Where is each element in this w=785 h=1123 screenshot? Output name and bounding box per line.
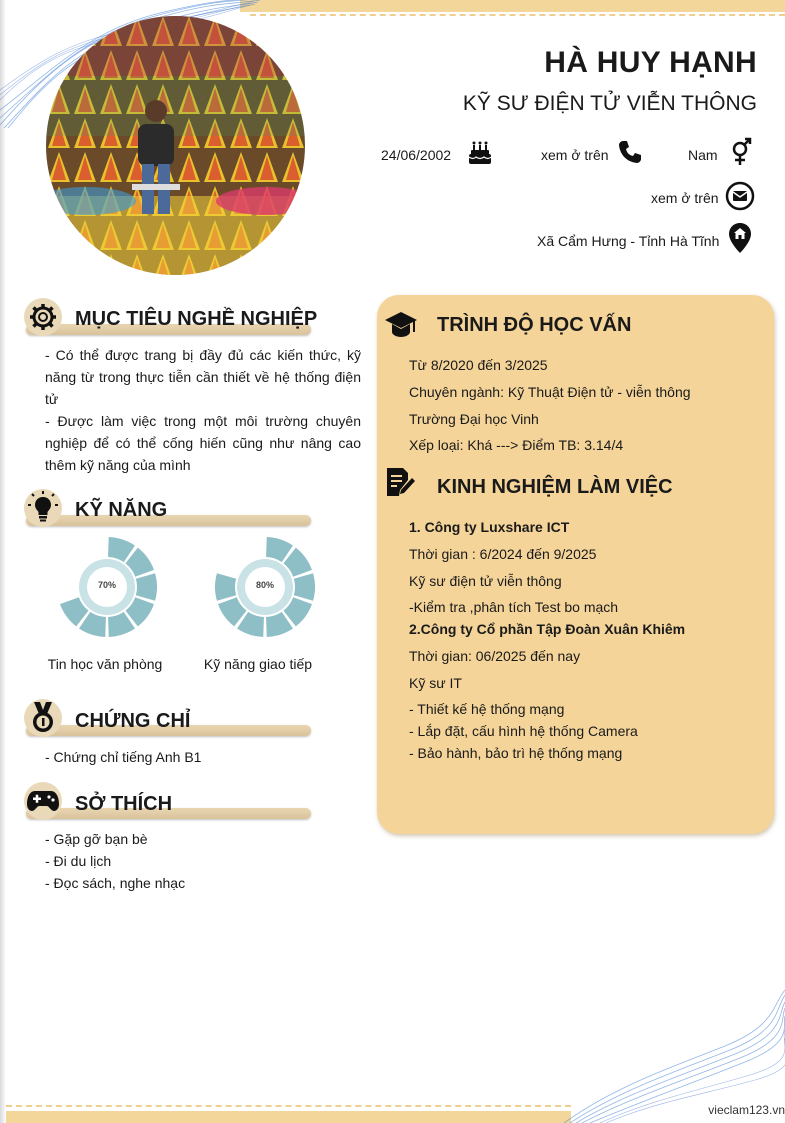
- certificates-text: - Chứng chỉ tiếng Anh B1: [45, 749, 202, 765]
- bottom-decor-band: [6, 1111, 571, 1123]
- skills-heading-bar: [26, 515, 311, 526]
- page-edge-shadow: [0, 0, 6, 1123]
- job2-time: Thời gian: 06/2025 đến nay: [409, 648, 581, 664]
- skill-percent-office: 70%: [97, 580, 116, 590]
- gamepad-icon: [27, 789, 59, 813]
- skill-label-communication: Kỹ năng giao tiếp: [203, 656, 313, 672]
- job1-desc: -Kiểm tra ,phân tích Test bo mạch: [409, 599, 619, 615]
- bottom-decor-dash: [6, 1105, 571, 1107]
- gender-icon: [729, 137, 753, 167]
- experience-title: KINH NGHIỆM LÀM VIỆC: [437, 476, 673, 498]
- skill-label-office: Tin học văn phòng: [47, 656, 163, 672]
- objective-text: - Có thể được trang bị đầy đủ các kiến thức, kỹ năng từ trong thực tiễn cần thiết về hệ thống điện tử - Được làm việc trong một môi trường chuyên nghiệp để có thể cống hiến cũng như nâng cao thêm kỹ năng của mình: [45, 347, 361, 473]
- profile-photo: [46, 16, 305, 275]
- candidate-name: HÀ HUY HẠNH: [544, 46, 757, 79]
- phone-icon: [617, 139, 643, 165]
- job1-time: Thời gian : 6/2024 đến 9/2025: [409, 546, 597, 562]
- hobby-item: - Đọc sách, nghe nhạc: [45, 875, 186, 891]
- job2-task: - Thiết kế hệ thống mạng: [409, 701, 565, 717]
- lightbulb-icon: [28, 491, 58, 523]
- address-text: Xã Cẩm Hưng - Tỉnh Hà Tĩnh: [537, 233, 720, 249]
- education-title: TRÌNH ĐỘ HỌC VẤN: [437, 314, 632, 336]
- top-decor-band: [240, 0, 785, 12]
- hobby-item: - Đi du lịch: [45, 853, 112, 869]
- gender-text: Nam: [688, 147, 718, 163]
- cake-icon: [467, 140, 493, 166]
- skills-title: KỸ NĂNG: [75, 499, 168, 521]
- footer-watermark: vieclam123.vn: [708, 1103, 785, 1117]
- education-line: Từ 8/2020 đến 3/2025: [409, 357, 548, 373]
- hobby-item: - Gặp gỡ bạn bè: [45, 831, 148, 847]
- objective-title: MỤC TIÊU NGHỀ NGHIỆP: [75, 308, 318, 330]
- birthdate-text: 24/06/2002: [381, 147, 452, 163]
- hobbies-title: SỞ THÍCH: [75, 793, 173, 815]
- top-decor-dash: [250, 14, 785, 16]
- job1-company: 1. Công ty Luxshare ICT: [409, 519, 570, 535]
- job2-role: Kỹ sư IT: [409, 675, 462, 691]
- education-line: Trường Đại học Vinh: [409, 411, 539, 427]
- graduation-cap-icon: [384, 310, 418, 340]
- job2-company: 2.Công ty Cổ phần Tập Đoàn Xuân Khiêm: [409, 621, 686, 637]
- skill-percent-communication: 80%: [255, 580, 274, 590]
- document-pen-icon: [384, 466, 416, 498]
- phone-text: xem ở trên: [541, 147, 609, 163]
- home-location-icon: [728, 222, 752, 254]
- email-icon: [725, 181, 755, 211]
- candidate-title: KỸ SƯ ĐIỆN TỬ VIỄN THÔNG: [462, 92, 757, 115]
- certificates-title: CHỨNG CHỈ: [75, 710, 191, 732]
- job2-task: - Bảo hành, bảo trì hệ thống mạng: [409, 745, 623, 761]
- education-line: Chuyên ngành: Kỹ Thuật Điện tử - viễn thông: [409, 384, 691, 400]
- education-line: Xếp loại: Khá ---> Điểm TB: 3.14/4: [409, 437, 624, 453]
- email-text: xem ở trên: [651, 190, 719, 206]
- job2-task: - Lắp đặt, cấu hình hệ thống Camera: [409, 723, 638, 739]
- gear-icon: [29, 303, 57, 331]
- medal-icon: [30, 702, 56, 734]
- job1-role: Kỹ sư điện tử viễn thông: [409, 573, 562, 589]
